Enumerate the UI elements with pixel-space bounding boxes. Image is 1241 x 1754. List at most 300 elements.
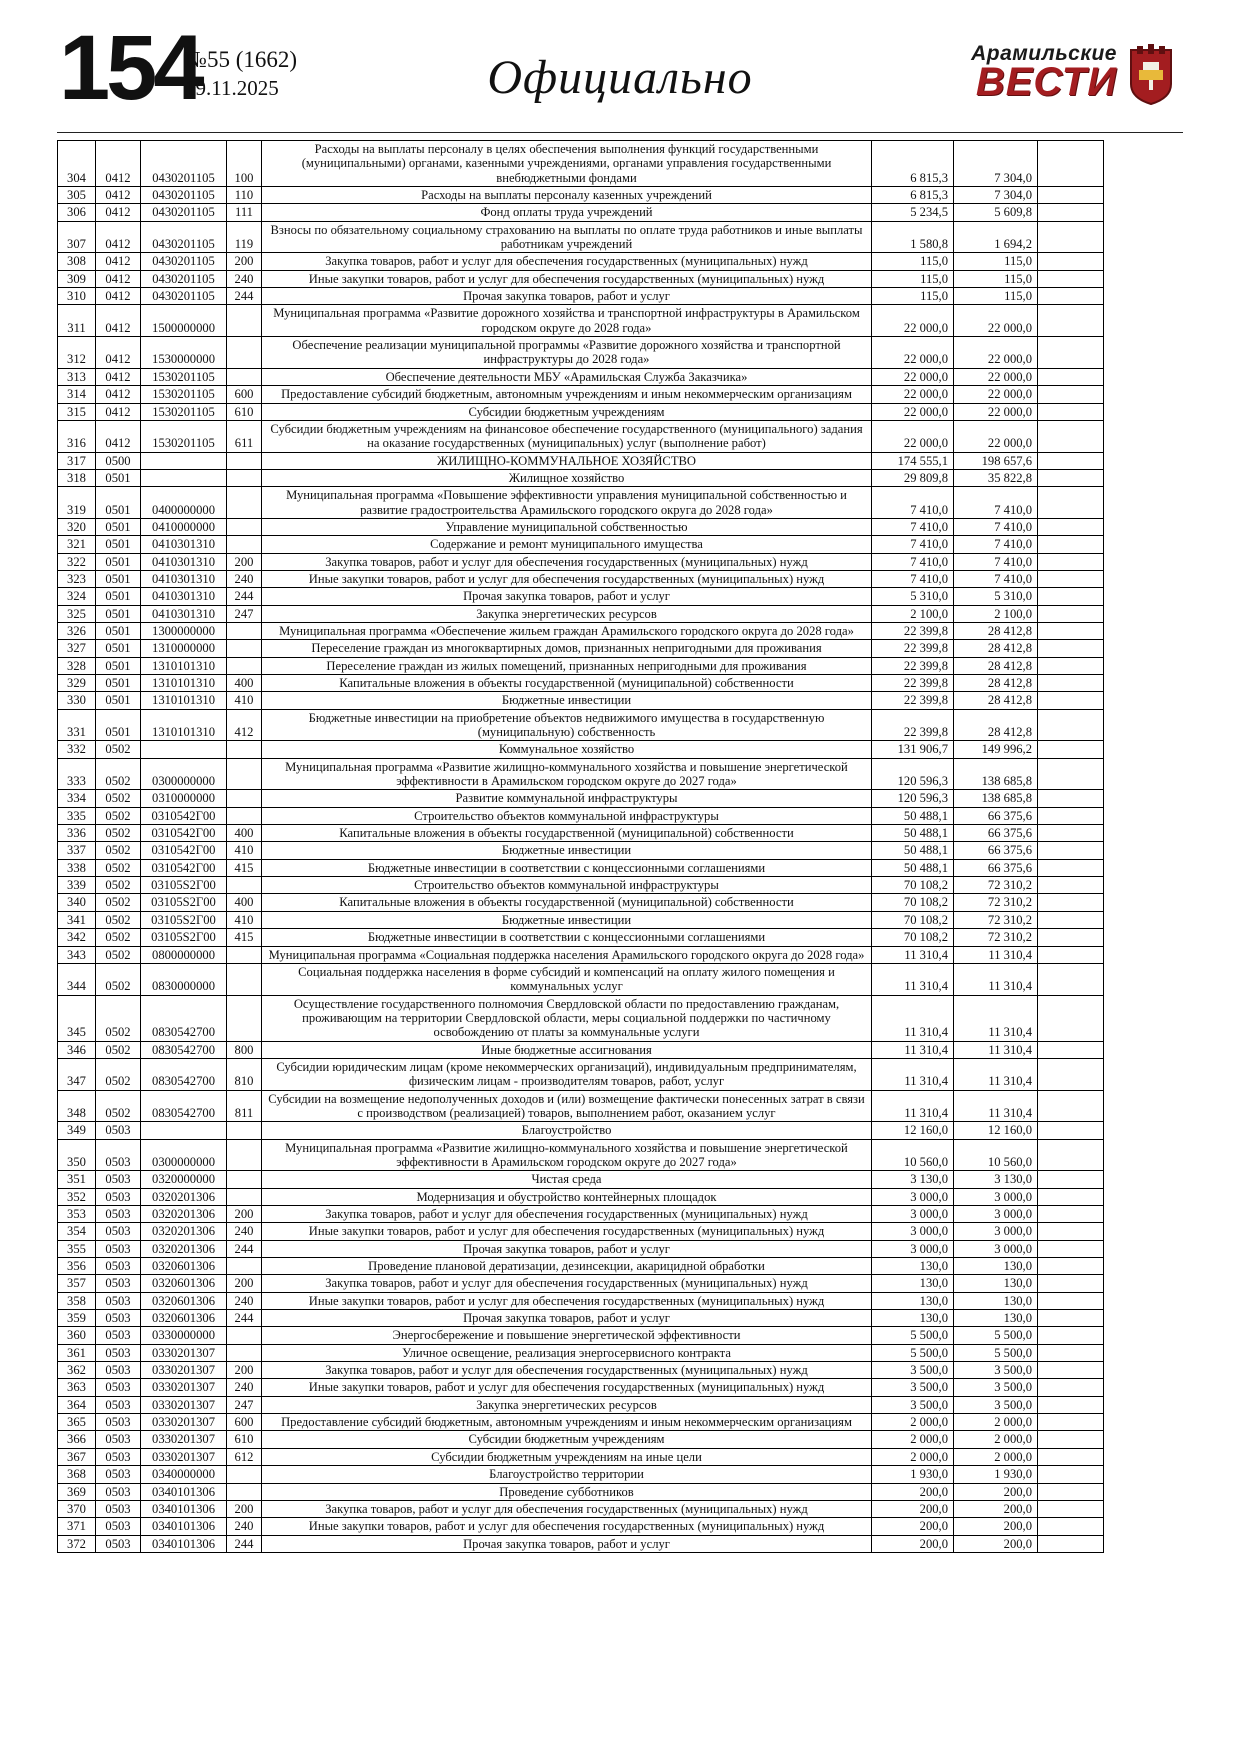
cell-row-number: 332 xyxy=(58,741,96,758)
cell-amount-year1: 7 410,0 xyxy=(872,518,954,535)
table-row xyxy=(58,1327,1104,1344)
cell-empty xyxy=(1038,1122,1104,1139)
cell-amount-year1: 115,0 xyxy=(872,288,954,305)
cell-section-code: 0502 xyxy=(96,790,141,807)
cell-amount-year2: 22 000,0 xyxy=(954,403,1038,420)
cell-amount-year1: 70 108,2 xyxy=(872,877,954,894)
cell-target-article-code: 0830542700 xyxy=(141,1041,227,1058)
table-row xyxy=(58,270,1104,287)
cell-amount-year1: 22 399,8 xyxy=(872,709,954,741)
cell-section-code: 0503 xyxy=(96,1223,141,1240)
cell-amount-year1: 50 488,1 xyxy=(872,825,954,842)
cell-target-article-code: 0310542Г00 xyxy=(141,859,227,876)
table-row xyxy=(58,1466,1104,1483)
cell-amount-year1: 7 410,0 xyxy=(872,553,954,570)
cell-expense-type-code: 415 xyxy=(227,929,262,946)
cell-section-code: 0502 xyxy=(96,807,141,824)
cell-target-article-code: 0330201307 xyxy=(141,1448,227,1465)
cell-row-number: 356 xyxy=(58,1258,96,1275)
cell-target-article-code: 1310101310 xyxy=(141,709,227,741)
cell-row-number: 342 xyxy=(58,929,96,946)
cell-section-code: 0502 xyxy=(96,741,141,758)
cell-target-article-code: 1530201105 xyxy=(141,368,227,385)
cell-expenditure-name: Коммунальное хозяйство xyxy=(262,741,872,758)
cell-amount-year1: 22 000,0 xyxy=(872,305,954,337)
cell-section-code: 0502 xyxy=(96,946,141,963)
cell-empty xyxy=(1038,1206,1104,1223)
cell-section-code: 0501 xyxy=(96,709,141,741)
table-row xyxy=(58,946,1104,963)
cell-expenditure-name: Субсидии на возмещение недополученных доходов и (или) возмещение фактически понесенных затрат в связи с производством (реализацией) товаров, выполнением работ, оказанием услуг xyxy=(262,1090,872,1122)
table-row xyxy=(58,877,1104,894)
cell-expense-type-code xyxy=(227,469,262,486)
table-row xyxy=(58,911,1104,928)
cell-amount-year2: 5 500,0 xyxy=(954,1344,1038,1361)
cell-row-number: 331 xyxy=(58,709,96,741)
cell-row-number: 341 xyxy=(58,911,96,928)
cell-empty xyxy=(1038,1188,1104,1205)
cell-expense-type-code xyxy=(227,963,262,995)
cell-target-article-code: 0330201307 xyxy=(141,1362,227,1379)
cell-section-code: 0503 xyxy=(96,1292,141,1309)
cell-expense-type-code: 119 xyxy=(227,221,262,253)
cell-row-number: 321 xyxy=(58,536,96,553)
cell-section-code: 0502 xyxy=(96,929,141,946)
cell-amount-year2: 28 412,8 xyxy=(954,622,1038,639)
cell-row-number: 304 xyxy=(58,141,96,187)
cell-amount-year1: 12 160,0 xyxy=(872,1122,954,1139)
cell-expenditure-name: Взносы по обязательному социальному страхованию на выплаты по оплате труда работников и иные выплаты работникам учреждений xyxy=(262,221,872,253)
table-row xyxy=(58,518,1104,535)
cell-section-code: 0501 xyxy=(96,553,141,570)
cell-amount-year1: 3 500,0 xyxy=(872,1362,954,1379)
cell-amount-year1: 70 108,2 xyxy=(872,894,954,911)
cell-expense-type-code: 200 xyxy=(227,553,262,570)
cell-expenditure-name: Энергосбережение и повышение энергетической эффективности xyxy=(262,1327,872,1344)
cell-amount-year2: 200,0 xyxy=(954,1535,1038,1552)
cell-amount-year1: 3 000,0 xyxy=(872,1240,954,1257)
table-row xyxy=(58,1500,1104,1517)
cell-expense-type-code: 410 xyxy=(227,911,262,928)
cell-amount-year2: 3 500,0 xyxy=(954,1362,1038,1379)
cell-target-article-code: 0320601306 xyxy=(141,1275,227,1292)
cell-empty xyxy=(1038,1292,1104,1309)
cell-amount-year2: 28 412,8 xyxy=(954,692,1038,709)
cell-amount-year1: 6 815,3 xyxy=(872,141,954,187)
cell-empty xyxy=(1038,709,1104,741)
cell-row-number: 333 xyxy=(58,758,96,790)
cell-target-article-code: 0830542700 xyxy=(141,1058,227,1090)
cell-amount-year1: 130,0 xyxy=(872,1275,954,1292)
cell-expense-type-code: 240 xyxy=(227,270,262,287)
cell-section-code: 0412 xyxy=(96,270,141,287)
cell-empty xyxy=(1038,305,1104,337)
cell-amount-year1: 7 410,0 xyxy=(872,487,954,519)
table-row xyxy=(58,141,1104,187)
cell-target-article-code: 0340101306 xyxy=(141,1518,227,1535)
cell-target-article-code: 0330201307 xyxy=(141,1396,227,1413)
cell-expense-type-code xyxy=(227,1139,262,1171)
table-row xyxy=(58,605,1104,622)
cell-amount-year1: 3 500,0 xyxy=(872,1396,954,1413)
table-row xyxy=(58,553,1104,570)
cell-row-number: 338 xyxy=(58,859,96,876)
cell-amount-year1: 2 000,0 xyxy=(872,1448,954,1465)
cell-section-code: 0501 xyxy=(96,640,141,657)
cell-expenditure-name: Бюджетные инвестиции xyxy=(262,911,872,928)
table-row xyxy=(58,622,1104,639)
table-row xyxy=(58,1310,1104,1327)
cell-expenditure-name: Закупка товаров, работ и услуг для обеспечения государственных (муниципальных) нужд xyxy=(262,1362,872,1379)
cell-target-article-code: 1530000000 xyxy=(141,337,227,369)
cell-empty xyxy=(1038,1327,1104,1344)
table-row xyxy=(58,221,1104,253)
cell-amount-year2: 22 000,0 xyxy=(954,305,1038,337)
cell-target-article-code: 1310101310 xyxy=(141,657,227,674)
cell-expense-type-code: 410 xyxy=(227,692,262,709)
budget-table-body xyxy=(58,141,1104,1553)
cell-section-code: 0502 xyxy=(96,894,141,911)
cell-amount-year2: 5 609,8 xyxy=(954,204,1038,221)
cell-amount-year1: 11 310,4 xyxy=(872,963,954,995)
cell-target-article-code: 0340000000 xyxy=(141,1466,227,1483)
cell-empty xyxy=(1038,825,1104,842)
cell-empty xyxy=(1038,1275,1104,1292)
cell-empty xyxy=(1038,487,1104,519)
cell-expenditure-name: Прочая закупка товаров, работ и услуг xyxy=(262,1310,872,1327)
cell-section-code: 0502 xyxy=(96,842,141,859)
cell-amount-year1: 10 560,0 xyxy=(872,1139,954,1171)
cell-expense-type-code: 600 xyxy=(227,1414,262,1431)
cell-empty xyxy=(1038,1139,1104,1171)
cell-target-article-code: 1310101310 xyxy=(141,675,227,692)
cell-expense-type-code: 415 xyxy=(227,859,262,876)
cell-target-article-code: 0320201306 xyxy=(141,1223,227,1240)
cell-expense-type-code: 240 xyxy=(227,570,262,587)
cell-target-article-code: 1530201105 xyxy=(141,420,227,452)
cell-expense-type-code xyxy=(227,657,262,674)
cell-row-number: 344 xyxy=(58,963,96,995)
cell-target-article-code: 0300000000 xyxy=(141,758,227,790)
cell-expense-type-code: 800 xyxy=(227,1041,262,1058)
cell-target-article-code: 0410301310 xyxy=(141,588,227,605)
cell-expense-type-code xyxy=(227,790,262,807)
cell-amount-year1: 22 399,8 xyxy=(872,640,954,657)
cell-expenditure-name: Развитие коммунальной инфраструктуры xyxy=(262,790,872,807)
cell-target-article-code: 0410000000 xyxy=(141,518,227,535)
cell-amount-year1: 200,0 xyxy=(872,1500,954,1517)
cell-expense-type-code xyxy=(227,1258,262,1275)
cell-empty xyxy=(1038,1362,1104,1379)
cell-section-code: 0412 xyxy=(96,221,141,253)
cell-amount-year2: 3 500,0 xyxy=(954,1379,1038,1396)
cell-expenditure-name: Субсидии бюджетным учреждениям на финансовое обеспечение государственного (муниципального) задания на оказание государственных (муниципальных) услуг (выполнение работ) xyxy=(262,420,872,452)
cell-empty xyxy=(1038,929,1104,946)
cell-expenditure-name: Фонд оплаты труда учреждений xyxy=(262,204,872,221)
cell-empty xyxy=(1038,141,1104,187)
cell-target-article-code: 0310000000 xyxy=(141,790,227,807)
cell-section-code: 0503 xyxy=(96,1240,141,1257)
cell-expenditure-name: Обеспечение реализации муниципальной программы «Развитие дорожного хозяйства и транспортной инфраструктуры до 2028 года» xyxy=(262,337,872,369)
cell-section-code: 0503 xyxy=(96,1310,141,1327)
cell-row-number: 340 xyxy=(58,894,96,911)
cell-row-number: 320 xyxy=(58,518,96,535)
cell-section-code: 0502 xyxy=(96,758,141,790)
cell-empty xyxy=(1038,1466,1104,1483)
cell-amount-year1: 11 310,4 xyxy=(872,1058,954,1090)
budget-table xyxy=(57,140,1104,1553)
cell-amount-year2: 7 410,0 xyxy=(954,553,1038,570)
cell-amount-year1: 7 410,0 xyxy=(872,536,954,553)
cell-row-number: 322 xyxy=(58,553,96,570)
cell-empty xyxy=(1038,675,1104,692)
cell-section-code: 0503 xyxy=(96,1379,141,1396)
cell-amount-year1: 2 100,0 xyxy=(872,605,954,622)
table-row xyxy=(58,1344,1104,1361)
cell-amount-year2: 11 310,4 xyxy=(954,963,1038,995)
table-row xyxy=(58,1240,1104,1257)
table-row xyxy=(58,842,1104,859)
table-row xyxy=(58,1275,1104,1292)
cell-section-code: 0501 xyxy=(96,622,141,639)
cell-section-code: 0503 xyxy=(96,1535,141,1552)
cell-target-article-code: 1310101310 xyxy=(141,692,227,709)
cell-target-article-code: 0830542700 xyxy=(141,1090,227,1122)
cell-amount-year1: 22 399,8 xyxy=(872,657,954,674)
table-row xyxy=(58,420,1104,452)
cell-expenditure-name: Иные закупки товаров, работ и услуг для обеспечения государственных (муниципальных) нужд xyxy=(262,1518,872,1535)
cell-amount-year2: 28 412,8 xyxy=(954,640,1038,657)
cell-amount-year1: 2 000,0 xyxy=(872,1431,954,1448)
brand-name-top: Арамильские xyxy=(971,42,1117,65)
cell-expenditure-name: Закупка товаров, работ и услуг для обеспечения государственных (муниципальных) нужд xyxy=(262,253,872,270)
cell-section-code: 0503 xyxy=(96,1258,141,1275)
cell-amount-year1: 50 488,1 xyxy=(872,842,954,859)
cell-expense-type-code: 810 xyxy=(227,1058,262,1090)
cell-expenditure-name: Муниципальная программа «Развитие дорожного хозяйства и транспортной инфраструктуры в Арамильском городском округе до 2028 года» xyxy=(262,305,872,337)
cell-expenditure-name: Бюджетные инвестиции в соответствии с концессионными соглашениями xyxy=(262,859,872,876)
cell-target-article-code: 0800000000 xyxy=(141,946,227,963)
cell-expense-type-code xyxy=(227,1344,262,1361)
cell-expense-type-code xyxy=(227,1171,262,1188)
cell-expenditure-name: Иные закупки товаров, работ и услуг для обеспечения государственных (муниципальных) нужд xyxy=(262,1379,872,1396)
cell-expenditure-name: Прочая закупка товаров, работ и услуг xyxy=(262,588,872,605)
cell-expense-type-code: 240 xyxy=(227,1379,262,1396)
cell-section-code: 0503 xyxy=(96,1139,141,1171)
cell-expenditure-name: Уличное освещение, реализация энергосервисного контракта xyxy=(262,1344,872,1361)
cell-amount-year2: 5 310,0 xyxy=(954,588,1038,605)
cell-expense-type-code: 110 xyxy=(227,187,262,204)
cell-expenditure-name: Субсидии бюджетным учреждениям xyxy=(262,403,872,420)
cell-amount-year2: 12 160,0 xyxy=(954,1122,1038,1139)
cell-expense-type-code: 244 xyxy=(227,288,262,305)
cell-expenditure-name: Расходы на выплаты персоналу казенных учреждений xyxy=(262,187,872,204)
cell-expenditure-name: Расходы на выплаты персоналу в целях обеспечения выполнения функций государственными (муниципальными) органами, казенными учреждениями, органами управления государственными внебюджетными фондами xyxy=(262,141,872,187)
cell-expense-type-code: 240 xyxy=(227,1292,262,1309)
cell-section-code: 0501 xyxy=(96,487,141,519)
cell-empty xyxy=(1038,469,1104,486)
cell-target-article-code: 0320201306 xyxy=(141,1188,227,1205)
cell-amount-year1: 174 555,1 xyxy=(872,452,954,469)
cell-expense-type-code: 612 xyxy=(227,1448,262,1465)
table-row xyxy=(58,253,1104,270)
cell-target-article-code xyxy=(141,469,227,486)
cell-amount-year2: 5 500,0 xyxy=(954,1327,1038,1344)
table-row xyxy=(58,1396,1104,1413)
cell-expenditure-name: Прочая закупка товаров, работ и услуг xyxy=(262,1240,872,1257)
cell-row-number: 335 xyxy=(58,807,96,824)
cell-section-code: 0503 xyxy=(96,1483,141,1500)
cell-amount-year2: 115,0 xyxy=(954,288,1038,305)
cell-amount-year1: 22 399,8 xyxy=(872,675,954,692)
table-row xyxy=(58,692,1104,709)
cell-target-article-code: 1500000000 xyxy=(141,305,227,337)
cell-amount-year2: 72 310,2 xyxy=(954,911,1038,928)
cell-empty xyxy=(1038,1379,1104,1396)
cell-amount-year2: 72 310,2 xyxy=(954,894,1038,911)
cell-target-article-code: 03105S2Г00 xyxy=(141,929,227,946)
cell-target-article-code: 0330201307 xyxy=(141,1344,227,1361)
cell-empty xyxy=(1038,640,1104,657)
cell-section-code: 0502 xyxy=(96,1041,141,1058)
cell-row-number: 313 xyxy=(58,368,96,385)
cell-expense-type-code: 100 xyxy=(227,141,262,187)
newspaper-brand xyxy=(887,42,1117,104)
cell-amount-year1: 22 000,0 xyxy=(872,368,954,385)
cell-amount-year1: 11 310,4 xyxy=(872,1090,954,1122)
cell-target-article-code: 0430201105 xyxy=(141,288,227,305)
cell-row-number: 355 xyxy=(58,1240,96,1257)
cell-section-code: 0503 xyxy=(96,1327,141,1344)
cell-section-code: 0412 xyxy=(96,204,141,221)
cell-amount-year2: 2 000,0 xyxy=(954,1431,1038,1448)
cell-amount-year2: 130,0 xyxy=(954,1275,1038,1292)
cell-expense-type-code xyxy=(227,337,262,369)
cell-expense-type-code xyxy=(227,1483,262,1500)
cell-expense-type-code xyxy=(227,622,262,639)
table-row xyxy=(58,588,1104,605)
cell-amount-year2: 7 410,0 xyxy=(954,536,1038,553)
cell-expenditure-name: Иные бюджетные ассигнования xyxy=(262,1041,872,1058)
cell-section-code: 0412 xyxy=(96,386,141,403)
cell-amount-year2: 2 000,0 xyxy=(954,1414,1038,1431)
cell-target-article-code: 0340101306 xyxy=(141,1483,227,1500)
table-row xyxy=(58,487,1104,519)
cell-target-article-code: 0430201105 xyxy=(141,253,227,270)
cell-expenditure-name: Субсидии бюджетным учреждениям на иные цели xyxy=(262,1448,872,1465)
cell-expense-type-code xyxy=(227,305,262,337)
cell-empty xyxy=(1038,420,1104,452)
table-row xyxy=(58,825,1104,842)
cell-expenditure-name: Бюджетные инвестиции в соответствии с концессионными соглашениями xyxy=(262,929,872,946)
cell-empty xyxy=(1038,288,1104,305)
table-row xyxy=(58,403,1104,420)
cell-amount-year1: 50 488,1 xyxy=(872,807,954,824)
cell-empty xyxy=(1038,1344,1104,1361)
cell-row-number: 312 xyxy=(58,337,96,369)
cell-target-article-code: 0330201307 xyxy=(141,1431,227,1448)
table-row xyxy=(58,1292,1104,1309)
cell-row-number: 319 xyxy=(58,487,96,519)
cell-amount-year2: 7 410,0 xyxy=(954,570,1038,587)
cell-empty xyxy=(1038,1058,1104,1090)
cell-row-number: 359 xyxy=(58,1310,96,1327)
cell-row-number: 371 xyxy=(58,1518,96,1535)
cell-expenditure-name: Бюджетные инвестиции xyxy=(262,692,872,709)
cell-expense-type-code: 412 xyxy=(227,709,262,741)
cell-section-code: 0502 xyxy=(96,877,141,894)
cell-section-code: 0412 xyxy=(96,420,141,452)
cell-section-code: 0503 xyxy=(96,1275,141,1292)
cell-section-code: 0503 xyxy=(96,1500,141,1517)
cell-amount-year1: 115,0 xyxy=(872,270,954,287)
cell-section-code: 0502 xyxy=(96,963,141,995)
cell-expense-type-code: 240 xyxy=(227,1518,262,1535)
cell-row-number: 329 xyxy=(58,675,96,692)
cell-expenditure-name: Переселение граждан из многоквартирных домов, признанных непригодными для проживания xyxy=(262,640,872,657)
cell-target-article-code: 0410301310 xyxy=(141,605,227,622)
cell-amount-year1: 130,0 xyxy=(872,1310,954,1327)
cell-row-number: 316 xyxy=(58,420,96,452)
table-row xyxy=(58,929,1104,946)
cell-expense-type-code: 600 xyxy=(227,386,262,403)
cell-expenditure-name: Содержание и ремонт муниципального имущества xyxy=(262,536,872,553)
cell-expenditure-name: Иные закупки товаров, работ и услуг для обеспечения государственных (муниципальных) нужд xyxy=(262,1223,872,1240)
table-row xyxy=(58,790,1104,807)
cell-empty xyxy=(1038,1090,1104,1122)
cell-expense-type-code: 247 xyxy=(227,605,262,622)
cell-section-code: 0501 xyxy=(96,657,141,674)
cell-expenditure-name: Иные закупки товаров, работ и услуг для обеспечения государственных (муниципальных) нужд xyxy=(262,570,872,587)
table-row xyxy=(58,536,1104,553)
cell-amount-year1: 22 000,0 xyxy=(872,420,954,452)
cell-target-article-code: 0830542700 xyxy=(141,995,227,1041)
cell-section-code: 0503 xyxy=(96,1518,141,1535)
cell-target-article-code: 0340101306 xyxy=(141,1500,227,1517)
cell-section-code: 0501 xyxy=(96,605,141,622)
cell-target-article-code: 0400000000 xyxy=(141,487,227,519)
cell-amount-year2: 22 000,0 xyxy=(954,386,1038,403)
cell-row-number: 311 xyxy=(58,305,96,337)
cell-expenditure-name: Проведение плановой дератизации, дезинсекции, акарицидной обработки xyxy=(262,1258,872,1275)
cell-expenditure-name: Прочая закупка товаров, работ и услуг xyxy=(262,1535,872,1552)
cell-target-article-code xyxy=(141,741,227,758)
cell-expense-type-code xyxy=(227,877,262,894)
cell-section-code: 0501 xyxy=(96,588,141,605)
cell-empty xyxy=(1038,270,1104,287)
cell-expenditure-name: Субсидии юридическим лицам (кроме некоммерческих организаций), индивидуальным предпринимателям, физическим лицам - производителям товаров, работ, услуг xyxy=(262,1058,872,1090)
cell-row-number: 349 xyxy=(58,1122,96,1139)
cell-expenditure-name: Муниципальная программа «Обеспечение жильем граждан Арамильского городского округа до 2028 года» xyxy=(262,622,872,639)
table-row xyxy=(58,1414,1104,1431)
cell-row-number: 325 xyxy=(58,605,96,622)
cell-section-code: 0503 xyxy=(96,1206,141,1223)
table-row xyxy=(58,1090,1104,1122)
cell-expenditure-name: ЖИЛИЩНО-КОММУНАЛЬНОЕ ХОЗЯЙСТВО xyxy=(262,452,872,469)
cell-target-article-code: 0300000000 xyxy=(141,1139,227,1171)
cell-empty xyxy=(1038,877,1104,894)
cell-expense-type-code xyxy=(227,518,262,535)
cell-amount-year1: 2 000,0 xyxy=(872,1414,954,1431)
cell-empty xyxy=(1038,518,1104,535)
cell-row-number: 369 xyxy=(58,1483,96,1500)
cell-amount-year1: 11 310,4 xyxy=(872,995,954,1041)
cell-expense-type-code: 811 xyxy=(227,1090,262,1122)
cell-empty xyxy=(1038,807,1104,824)
cell-amount-year2: 149 996,2 xyxy=(954,741,1038,758)
cell-amount-year1: 200,0 xyxy=(872,1483,954,1500)
cell-row-number: 318 xyxy=(58,469,96,486)
